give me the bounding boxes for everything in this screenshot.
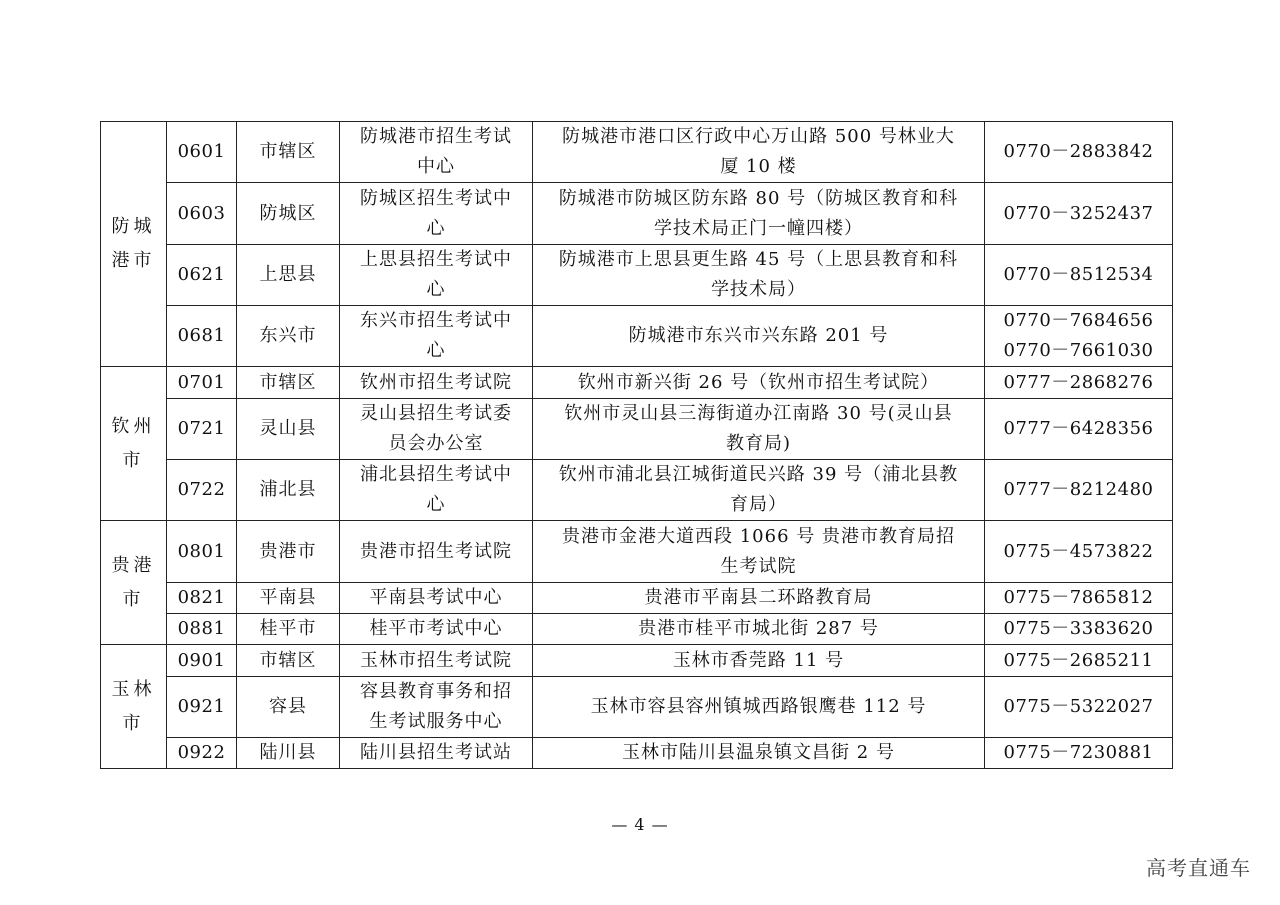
region-code-cell: 0701 — [167, 367, 237, 399]
office-name-cell — [340, 583, 533, 614]
address-line: 厦 10 楼 — [720, 156, 797, 177]
watermark-logo-text: 高考直通车 — [1146, 856, 1251, 880]
phone-number-line: 0775－3383620 — [1003, 618, 1154, 639]
city-name-line: 贵港 — [111, 554, 156, 576]
address-line: 玉林市陆川县温泉镇文昌街 2 号 — [622, 742, 895, 763]
office-name-line: 心 — [426, 279, 446, 300]
city-name-line: 港市 — [111, 250, 156, 271]
table-row — [101, 677, 1173, 738]
city-cell — [101, 122, 167, 367]
office-name-line: 平南县考试中心 — [369, 587, 503, 608]
table-row — [101, 583, 1173, 614]
region-code-cell: 0821 — [167, 583, 237, 614]
phone-cell — [985, 399, 1173, 460]
address-line: 贵港市金港大道西段 1066 号 贵港市教育局招 — [562, 525, 955, 547]
address-line: 教育局) — [725, 433, 792, 454]
phone-number-line: 0775－2685211 — [1003, 649, 1154, 671]
region-code-cell: 0922 — [167, 738, 237, 769]
phone-cell — [985, 645, 1173, 677]
office-name-cell — [340, 645, 533, 677]
phone-cell — [985, 306, 1173, 367]
phone-cell — [985, 738, 1173, 769]
office-name-line: 容县教育事务和招 — [360, 681, 512, 702]
table-row — [101, 460, 1173, 521]
office-name-cell — [340, 460, 533, 521]
city-name-line: 市 — [122, 712, 145, 734]
office-name-cell — [340, 677, 533, 738]
address-cell — [533, 122, 985, 183]
address-cell — [533, 399, 985, 460]
phone-number-line: 0770－2883842 — [1003, 141, 1154, 162]
address-line: 防城港市港口区行政中心万山路 500 号林业大 — [562, 126, 955, 147]
office-name-cell — [340, 521, 533, 583]
city-cell — [101, 645, 167, 769]
address-line: 学技术局正门一幢四楼） — [654, 217, 863, 239]
address-cell — [533, 583, 985, 614]
phone-cell — [985, 183, 1173, 245]
region-code-cell: 0721 — [167, 399, 237, 460]
region-code-cell: 0603 — [167, 183, 237, 245]
table-row — [101, 183, 1173, 245]
region-code-cell: 0921 — [167, 677, 237, 738]
address-line: 钦州市浦北县江城街道民兴路 39 号（浦北县教 — [558, 464, 959, 485]
city-name-line: 市 — [122, 588, 145, 610]
address-line: 育局） — [730, 494, 787, 515]
district-cell: 市辖区 — [237, 122, 340, 183]
address-cell — [533, 306, 985, 367]
office-name-cell — [340, 122, 533, 183]
phone-number-line: 0777－6428356 — [1003, 418, 1154, 439]
page-number: — 4 — — [611, 815, 669, 834]
office-name-line: 心 — [426, 217, 446, 239]
address-line: 钦州市灵山县三海街道办江南路 30 号(灵山县 — [564, 403, 953, 424]
region-code-cell: 0681 — [167, 306, 237, 367]
table-row — [101, 122, 1173, 183]
office-name-cell — [340, 399, 533, 460]
table-row — [101, 738, 1173, 769]
phone-number-line: 0777－2868276 — [1003, 371, 1154, 393]
phone-number-line: 0770－7661030 — [1003, 340, 1154, 361]
table-row — [101, 521, 1173, 583]
city-name-line: 市 — [122, 449, 145, 471]
address-line: 生考试院 — [720, 555, 797, 577]
district-cell: 上思县 — [237, 245, 340, 306]
phone-number-line: 0770－3252437 — [1003, 202, 1154, 224]
office-name-line: 心 — [426, 494, 446, 515]
office-name-line: 东兴市招生考试中 — [360, 310, 512, 331]
district-cell: 市辖区 — [237, 645, 340, 677]
office-name-line: 生考试服务中心 — [369, 711, 503, 732]
phone-number-line: 0775－5322027 — [1003, 696, 1154, 717]
exam-office-directory-table — [100, 121, 1173, 769]
office-name-line: 陆川县招生考试站 — [360, 742, 512, 763]
region-code-cell: 0722 — [167, 460, 237, 521]
district-cell: 陆川县 — [237, 738, 340, 769]
region-code-cell: 0621 — [167, 245, 237, 306]
office-name-cell — [340, 614, 533, 645]
office-name-line: 心 — [426, 340, 446, 361]
region-code-cell: 0901 — [167, 645, 237, 677]
address-cell — [533, 645, 985, 677]
district-cell: 容县 — [237, 677, 340, 738]
address-cell — [533, 183, 985, 245]
phone-cell — [985, 521, 1173, 583]
address-line: 钦州市新兴街 26 号（钦州市招生考试院） — [577, 371, 940, 393]
address-cell — [533, 367, 985, 399]
city-name-line: 玉林 — [111, 678, 156, 700]
directory-body — [101, 122, 1173, 769]
table-row — [101, 367, 1173, 399]
address-line: 学技术局） — [711, 279, 806, 300]
phone-cell — [985, 460, 1173, 521]
office-name-cell — [340, 183, 533, 245]
city-cell — [101, 367, 167, 521]
address-cell — [533, 677, 985, 738]
address-line: 玉林市容县容州镇城西路银鹰巷 112 号 — [590, 696, 927, 717]
district-cell: 东兴市 — [237, 306, 340, 367]
phone-number-line: 0770－7684656 — [1003, 310, 1154, 331]
phone-cell — [985, 614, 1173, 645]
phone-number-line: 0777－8212480 — [1003, 479, 1154, 500]
office-name-line: 防城港市招生考试 — [360, 126, 512, 147]
city-name-line: 钦州 — [111, 415, 156, 437]
address-line: 玉林市香莞路 11 号 — [672, 649, 845, 671]
district-cell: 灵山县 — [237, 399, 340, 460]
district-cell: 桂平市 — [237, 614, 340, 645]
address-line: 防城港市东兴市兴东路 201 号 — [628, 325, 889, 346]
office-name-cell — [340, 367, 533, 399]
office-name-cell — [340, 245, 533, 306]
table-row — [101, 245, 1173, 306]
phone-number-line: 0770－8512534 — [1003, 264, 1154, 285]
table-row — [101, 614, 1173, 645]
phone-cell — [985, 583, 1173, 614]
office-name-line: 钦州市招生考试院 — [360, 371, 512, 393]
phone-number-line: 0775－4573822 — [1003, 540, 1154, 562]
office-name-line: 浦北县招生考试中 — [360, 464, 512, 485]
address-cell — [533, 614, 985, 645]
office-name-line: 玉林市招生考试院 — [360, 649, 512, 671]
office-name-cell — [340, 306, 533, 367]
office-name-cell — [340, 738, 533, 769]
table-row — [101, 399, 1173, 460]
district-cell: 市辖区 — [237, 367, 340, 399]
office-name-line: 灵山县招生考试委 — [360, 403, 512, 424]
city-cell — [101, 521, 167, 645]
address-cell — [533, 521, 985, 583]
phone-cell — [985, 367, 1173, 399]
phone-cell — [985, 122, 1173, 183]
district-cell: 浦北县 — [237, 460, 340, 521]
office-name-line: 上思县招生考试中 — [360, 249, 512, 270]
table-row — [101, 306, 1173, 367]
city-name-line: 防城 — [111, 216, 156, 237]
district-cell: 贵港市 — [237, 521, 340, 583]
address-cell — [533, 738, 985, 769]
district-cell: 防城区 — [237, 183, 340, 245]
office-name-line: 中心 — [417, 156, 455, 177]
address-line: 防城港市上思县更生路 45 号（上思县教育和科 — [558, 249, 959, 270]
address-line: 贵港市桂平市城北街 287 号 — [638, 618, 879, 639]
phone-number-line: 0775－7865812 — [1003, 587, 1154, 608]
phone-cell — [985, 245, 1173, 306]
phone-number-line: 0775－7230881 — [1003, 742, 1154, 763]
region-code-cell: 0881 — [167, 614, 237, 645]
district-cell: 平南县 — [237, 583, 340, 614]
address-cell — [533, 245, 985, 306]
address-cell — [533, 460, 985, 521]
address-line: 防城港市防城区防东路 80 号（防城区教育和科 — [558, 187, 959, 209]
office-name-line: 桂平市考试中心 — [369, 618, 503, 639]
address-line: 贵港市平南县二环路教育局 — [644, 587, 873, 608]
region-code-cell: 0601 — [167, 122, 237, 183]
phone-cell — [985, 677, 1173, 738]
region-code-cell: 0801 — [167, 521, 237, 583]
office-name-line: 贵港市招生考试院 — [360, 540, 512, 562]
office-name-line: 员会办公室 — [388, 433, 484, 454]
table-row — [101, 645, 1173, 677]
office-name-line: 防城区招生考试中 — [360, 187, 512, 209]
